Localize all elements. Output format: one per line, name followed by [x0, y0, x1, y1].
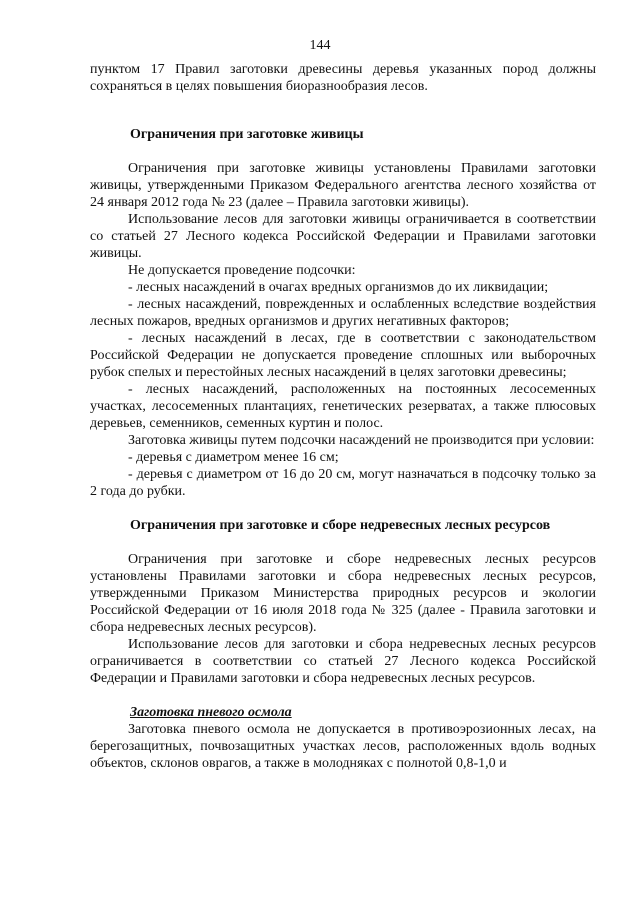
- section-heading-non-timber: Ограничения при заготовке и сборе недревесных лесных ресурсов: [130, 518, 551, 533]
- paragraph: Ограничения при заготовке и сборе недревесных лесных ресурсов установлены Правилами заготовки и сбора недревесных лесных ресурсов, утвержденными Приказом Министерства природных ресурсов и экологии Российской Федерации от 16 июля 2018 года № 325 (далее - Правила заготовки и сбора недревесных лесных ресурсов).: [90, 552, 596, 635]
- list-item: - деревья с диаметром от 16 до 20 см, могут назначаться в подсочку только за 2 года до рубки.: [90, 467, 596, 499]
- list-item: - деревья с диаметром менее 16 см;: [128, 450, 339, 465]
- paragraph: Заготовка живицы путем подсочки насаждений не производится при условии:: [128, 433, 595, 448]
- list-item: - лесных насаждений в очагах вредных организмов до их ликвидации;: [128, 280, 549, 295]
- page-body: [90, 61, 596, 772]
- list-item: - лесных насаждений в лесах, где в соответствии с законодательством Российской Федерации не допускается проведение сплошных или выборочных рубок спелых и перестойных лесных насаждений в целях заготовки древесины;: [90, 331, 596, 380]
- section-heading-resin: Ограничения при заготовке живицы: [130, 127, 364, 142]
- list-item: - лесных насаждений, расположенных на постоянных лесосеменных участках, лесосеменных плантациях, генетических резерватах, а также плюсовых деревьев, семенников, семенных куртин и полос.: [90, 382, 596, 431]
- paragraph: Использование лесов для заготовки живицы ограничивается в соответствии со статьей 27 Лесного кодекса Российской Федерации и Правилами заготовки живицы.: [90, 212, 596, 261]
- paragraph: Заготовка пневого осмола не допускается в противоэрозионных лесах, на берегозащитных, почвозащитных участках лесов, расположенных вдоль водных объектов, склонов оврагов, а также в молодняках с полнотой 0,8-1,0 и: [90, 722, 596, 771]
- paragraph: Использование лесов для заготовки и сбора недревесных лесных ресурсов ограничивается в соответствии со статьей 27 Лесного кодекса Российской Федерации и Правилами заготовки и сбора недревесных лесных ресурсов.: [90, 637, 596, 686]
- paragraph: Ограничения при заготовке живицы установлены Правилами заготовки живицы, утвержденными Приказом Федерального агентства лесного хозяйства от 24 января 2012 года № 23 (далее – Правила заготовки живицы).: [90, 161, 596, 210]
- paragraph: Не допускается проведение подсочки:: [128, 263, 356, 278]
- list-item: - лесных насаждений, поврежденных и ослабленных вследствие воздействия лесных пожаров, вредных организмов и других негативных факторов;: [90, 297, 596, 329]
- intro-paragraph: пунктом 17 Правил заготовки древесины деревья указанных пород должны сохраняться в целях повышения биоразнообразия лесов.: [90, 62, 596, 94]
- section-heading-stump-resin: Заготовка пневого осмола: [130, 705, 292, 720]
- page-number: 144: [309, 38, 331, 53]
